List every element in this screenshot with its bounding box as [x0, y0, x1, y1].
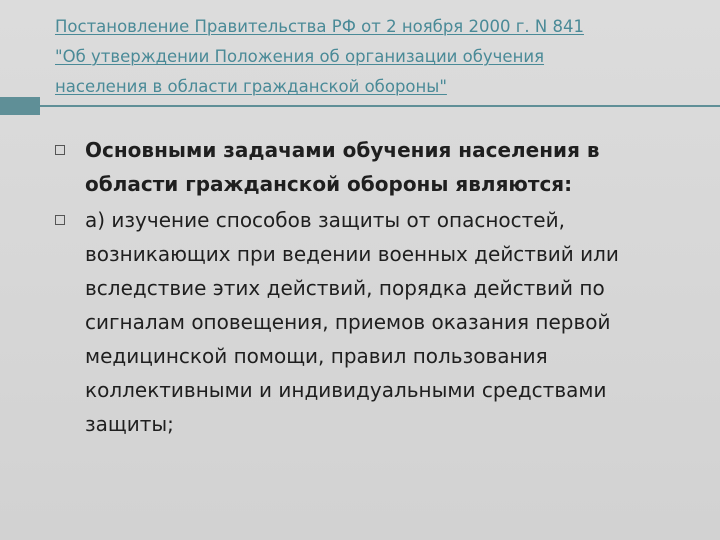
divider-line [40, 105, 720, 107]
bullet-line: вследствие этих действий, порядка действий по [85, 276, 605, 300]
bullet-line: Основными задачами обучения населения в [85, 138, 600, 162]
bullet-line: защиты; [85, 412, 174, 436]
title-line: населения в области гражданской обороны" [55, 77, 447, 96]
title-line: Постановление Правительства РФ от 2 ноября 2000 г. N 841 [55, 17, 584, 36]
bullet-line: медицинской помощи, правил пользования [85, 344, 548, 368]
slide-title [55, 12, 695, 102]
divider-accent-block [0, 97, 40, 115]
checkbox-icon [55, 145, 65, 155]
bullet-line: а) изучение способов защиты от опасностей, [85, 208, 565, 232]
bullet-item [55, 203, 705, 441]
bullet-line: области гражданской обороны являются: [85, 172, 573, 196]
title-divider [0, 97, 720, 115]
bullet-line: сигналам оповещения, приемов оказания первой [85, 310, 611, 334]
bullet-item [55, 133, 705, 201]
bullet-line: коллективными и индивидуальными средствами [85, 378, 607, 402]
checkbox-icon [55, 215, 65, 225]
bullet-list [55, 133, 705, 443]
bullet-line: возникающих при ведении военных действий или [85, 242, 619, 266]
title-line: "Об утверждении Положения об организации обучения [55, 47, 545, 66]
